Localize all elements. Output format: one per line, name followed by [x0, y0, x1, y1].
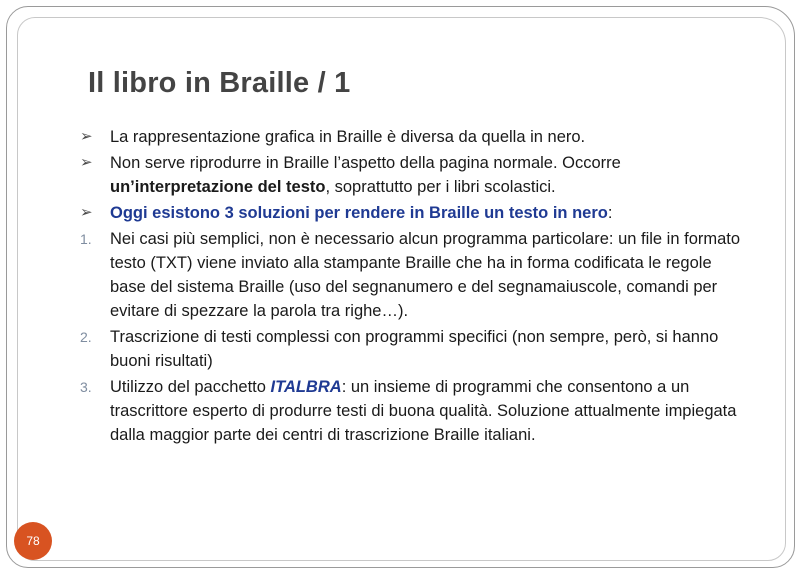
- bullet-highlight: Oggi esistono 3 soluzioni per rendere in Braille un testo in nero: [110, 204, 608, 222]
- numbered-text-tail: : un insieme di programmi che consentono a un trascrittore esperto di produrre testi di buona qualità. Soluzione attualmente impiegata dalla maggior parte dei centri di trascrizione Braille italiani.: [110, 378, 737, 444]
- number-marker: 1.: [80, 231, 92, 247]
- bullet-text: La rappresentazione grafica in Braille è diversa da quella in nero.: [110, 128, 586, 146]
- numbered-item-3: [80, 375, 750, 447]
- bullet-text-tail: :: [607, 204, 613, 222]
- bullet-item-2: [80, 151, 750, 199]
- arrow-bullet-icon: ➢: [80, 204, 93, 221]
- numbered-text: Trascrizione di testi complessi con programmi specifici (non sempre, però, si hanno buoni risultati): [110, 328, 719, 370]
- arrow-bullet-icon: ➢: [80, 128, 93, 145]
- bullet-text: Non serve riprodurre in Braille l’aspetto della pagina normale. Occorre: [110, 154, 621, 172]
- italbra-highlight: ITALBRA: [270, 378, 342, 396]
- numbered-item-1: [80, 227, 750, 323]
- slide-content: [80, 125, 750, 449]
- numbered-text: Utilizzo del pacchetto: [110, 378, 271, 396]
- number-marker: 2.: [80, 329, 92, 345]
- bullet-emphasis: un’interpretazione del testo: [110, 178, 326, 196]
- numbered-item-2: [80, 325, 750, 373]
- slide-title: Il libro in Braille / 1: [88, 67, 351, 99]
- numbered-text: Nei casi più semplici, non è necessario alcun programma particolare: un file in formato testo (TXT) viene inviato alla stampante Braille che ha in forma codificata le regole base del sistema Braille (uso del segnanumero e del segnamaiuscole, comandi per evitare di spezzare la parola tra righe…).: [110, 230, 741, 320]
- number-marker: 3.: [80, 379, 92, 395]
- page-number-badge: 78: [14, 522, 52, 560]
- arrow-bullet-icon: ➢: [80, 154, 93, 171]
- bullet-text-tail: , soprattutto per i libri scolastici.: [325, 178, 556, 196]
- bullet-item-1: [80, 125, 750, 149]
- bullet-item-3: [80, 201, 750, 225]
